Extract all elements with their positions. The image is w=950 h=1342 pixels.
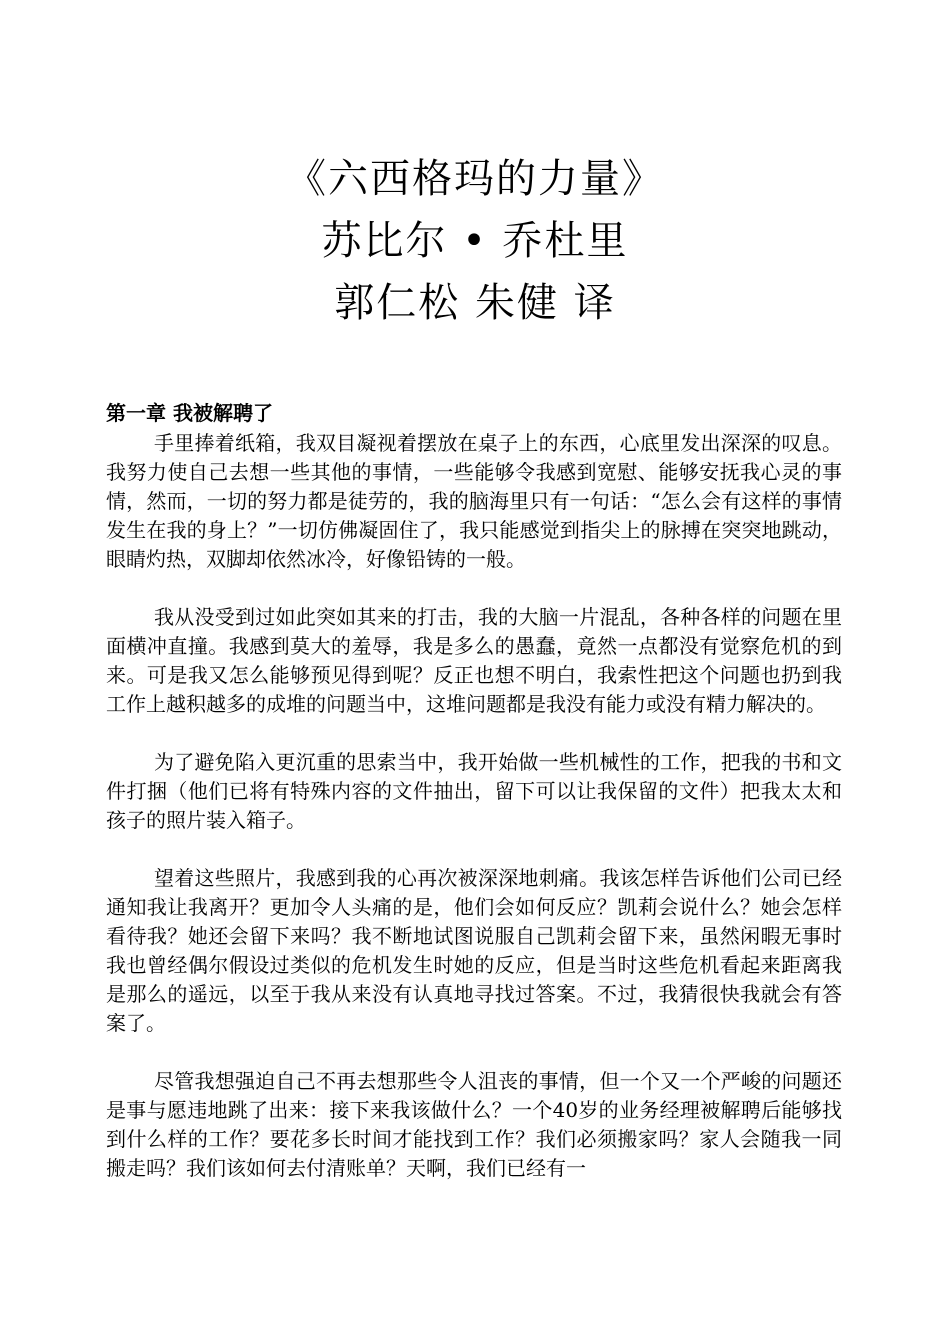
- paragraph-4: 望着这些照片，我感到我的心再次被深深地刺痛。我该怎样告诉他们公司已经通知我让我离开？更加令人头痛的是，他们会如何反应？凯莉会说什么？她会怎样看待我？她还会留下来吗？我不断地试图说服自己凯莉会留下来，虽然闲暇无事时我也曾经偶尔假设过类似的危机发生时她的反应，但是当时这些危机看起来距离我是那么的遥远，以至于我从来没有认真地寻找过答案。不过，我猜很快我就会有答案了。: [106, 866, 842, 1035]
- paragraph-3: 为了避免陷入更沉重的思索当中，我开始做一些机械性的工作，把我的书和文件打捆（他们已将有特殊内容的文件抽出，留下可以让我保留的文件）把我太太和孩子的照片装入箱子。: [106, 750, 842, 832]
- paragraph-2: 我从没受到过如此突如其来的打击，我的大脑一片混乱，各种各样的问题在里面横冲直撞。我感到莫大的羞辱，我是多么的愚蠢，竟然一点都没有觉察危机的到来。可是我又怎么能够预见得到呢？反正也想不明白，我索性把这个问题也扔到我工作上越积越多的成堆的问题当中，这堆问题都是我没有能力或没有精力解决的。: [106, 605, 842, 716]
- paragraph-5: 尽管我想强迫自己不再去想那些令人沮丧的事情，但一个又一个严峻的问题还是事与愿违地跳了出来：接下来我该做什么？一个40岁的业务经理被解聘后能够找到什么样的工作？要花多长时间才能找到工作？我们必须搬家吗？家人会随我一同搬走吗？我们该如何去付清账单？天啊，我们已经有一: [106, 1069, 842, 1180]
- paragraph-1: 手里捧着纸箱，我双目凝视着摆放在桌子上的东西，心底里发出深深的叹息。我努力使自己去想一些其他的事情，一些能够令我感到宽慰、能够安抚我心灵的事情，然而，一切的努力都是徒劳的，我的脑海里只有一句话：“怎么会有这样的事情发生在我的身上？”一切仿佛凝固住了，我只能感觉到指尖上的脉搏在突突地跳动，眼睛灼热，双脚却依然冰冷，好像铅铸的一般。: [106, 431, 842, 571]
- chapter-content: [106, 398, 842, 1183]
- chapter-heading: 第一章 我被解聘了: [106, 401, 273, 425]
- author-name: 苏比尔 • 乔杜里: [321, 218, 629, 264]
- book-title: 《六西格玛的力量》: [286, 156, 664, 202]
- translators-line: 郭仁松 朱健 译: [334, 280, 616, 326]
- title-block: [0, 148, 950, 334]
